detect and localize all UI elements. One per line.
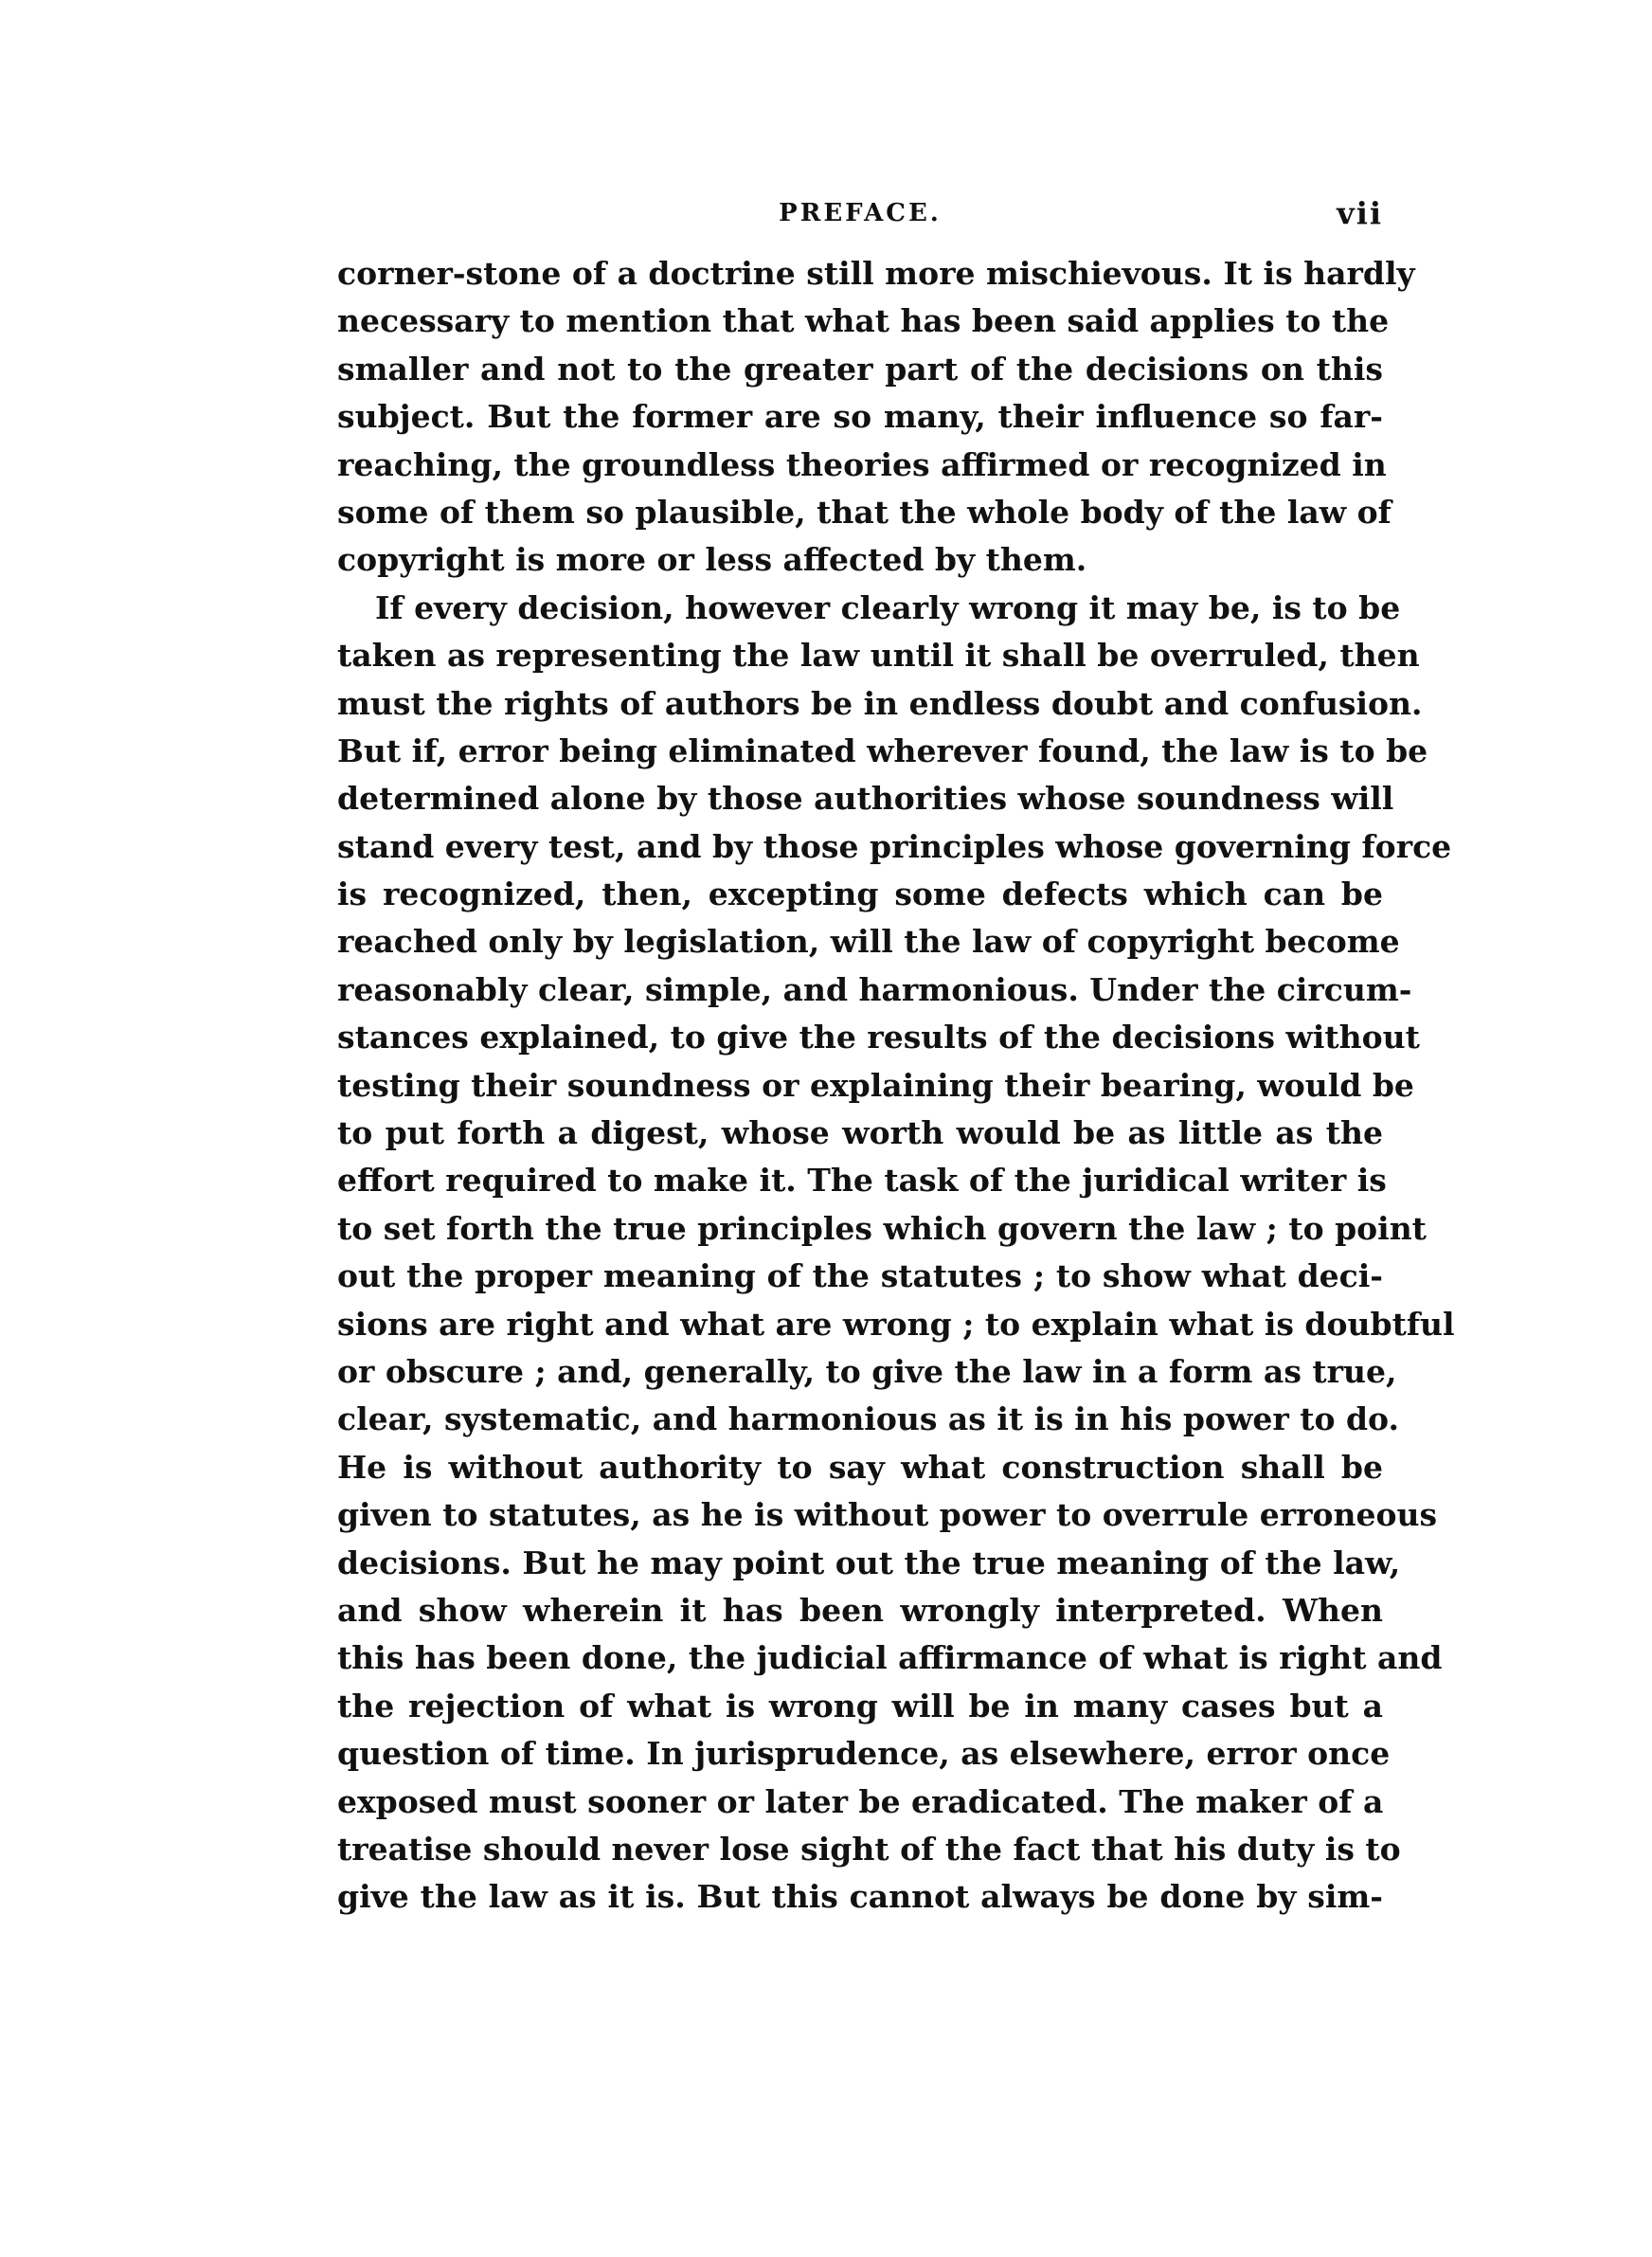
text-line: stand every test, and by those principles whose governing force	[337, 827, 1452, 865]
text-line: corner-stone of a doctrine still more mischievous. It is hardly	[337, 255, 1415, 292]
text-line: subject. But the former are so many, their influence so far-	[337, 398, 1383, 436]
page-number: vii	[1337, 195, 1383, 231]
text-line: some of them so plausible, that the whole body of the law of	[337, 493, 1392, 531]
text-line: out the proper meaning of the statutes ; to show what deci-	[337, 1257, 1383, 1295]
text-line: taken as representing the law until it shall be overruled, then	[337, 637, 1420, 675]
text-line: this has been done, the judicial affirmance of what is right and	[337, 1639, 1443, 1677]
running-title: PREFACE.	[779, 199, 942, 227]
text-line: the rejection of what is wrong will be in many cases but a	[337, 1687, 1383, 1724]
text-line: is recognized, then, excepting some defects which can be	[337, 876, 1383, 913]
text-line: reasonably clear, simple, and harmonious. Under the circum-	[337, 970, 1412, 1008]
text-line: determined alone by those authorities whose soundness will	[337, 780, 1394, 818]
text-line: must the rights of authors be in endless doubt and confusion.	[337, 684, 1423, 722]
paragraph-2	[337, 585, 1455, 1922]
text-line: testing their soundness or explaining their bearing, would be	[337, 1066, 1414, 1104]
text-line: If every decision, however clearly wrong it may be, is to be	[375, 588, 1401, 626]
text-line: reaching, the groundless theories affirmed or recognized in	[337, 445, 1387, 483]
text-line: copyright is more or less affected by them.	[337, 541, 1087, 579]
text-line: clear, systematic, and harmonious as it is in his power to do.	[337, 1400, 1399, 1438]
text-line: smaller and not to the greater part of the decisions on this	[337, 350, 1383, 388]
text-line: question of time. In jurisprudence, as elsewhere, error once	[337, 1735, 1391, 1773]
text-line: effort required to make it. The task of the juridical writer is	[337, 1162, 1387, 1200]
text-line: necessary to mention that what has been said applies to the	[337, 302, 1390, 340]
text-line: give the law as it is. But this cannot always be done by sim-	[337, 1878, 1383, 1916]
text-line: to set forth the true principles which govern the law ; to point	[337, 1209, 1427, 1247]
text-line: exposed must sooner or later be eradicated. The maker of a	[337, 1782, 1384, 1820]
text-line: reached only by legislation, will the law of copyright become	[337, 923, 1400, 961]
body-text	[337, 250, 1455, 1922]
text-line: stances explained, to give the results of the decisions without	[337, 1019, 1420, 1056]
paragraph-1	[337, 250, 1415, 585]
text-line: to put forth a digest, whose worth would be as little as the	[337, 1114, 1383, 1152]
text-line: He is without authority to say what construction shall be	[337, 1448, 1383, 1486]
text-line: given to statutes, as he is without power to overrule erroneous	[337, 1496, 1438, 1534]
text-line: and show wherein it has been wrongly interpreted. When	[337, 1591, 1383, 1629]
text-line: decisions. But he may point out the true meaning of the law,	[337, 1544, 1401, 1581]
text-line: treatise should never lose sight of the fact that his duty is to	[337, 1830, 1401, 1868]
text-line: or obscure ; and, generally, to give the law in a form as true,	[337, 1352, 1397, 1390]
running-head	[337, 190, 1383, 237]
text-line: sions are right and what are wrong ; to explain what is doubtful	[337, 1305, 1455, 1343]
text-line: But if, error being eliminated wherever found, the law is to be	[337, 731, 1428, 769]
